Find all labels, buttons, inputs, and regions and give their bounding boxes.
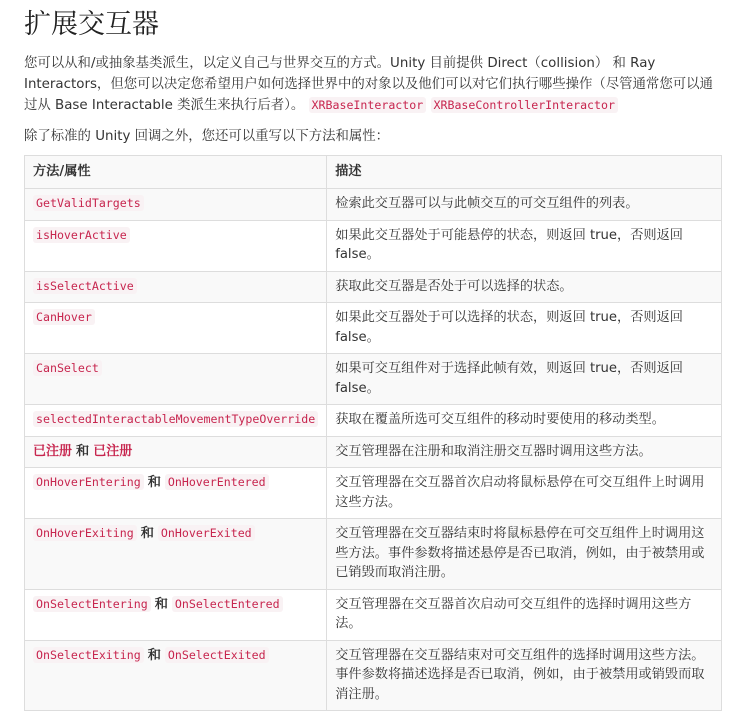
description-cell: 如果此交互器处于可能悬停的状态，则返回 true，否则返回 false。 xyxy=(327,220,722,271)
and-word: 和 xyxy=(147,475,161,490)
table-row xyxy=(25,436,722,468)
method-name: OnSelectExiting xyxy=(33,647,144,663)
and-word: 和 xyxy=(140,526,154,541)
method-cell xyxy=(25,405,327,437)
method-cell xyxy=(25,220,327,271)
table-header-row xyxy=(25,155,722,189)
description-cell: 交互管理器在注册和取消注册交互器时调用这些方法。 xyxy=(327,436,722,468)
method-name-2: OnHoverEntered xyxy=(165,474,269,490)
method-cell xyxy=(25,354,327,405)
method-cell xyxy=(25,519,327,590)
table-row xyxy=(25,468,722,519)
method-cell xyxy=(25,640,327,711)
table-row xyxy=(25,519,722,590)
description-cell: 如果此交互器处于可以选择的状态，则返回 true，否则返回 false。 xyxy=(327,303,722,354)
and-word: 和 xyxy=(154,596,168,612)
description-cell: 交互管理器在交互器结束对可交互组件的选择时调用这些方法。事件参数将描述选择是否已取消，例如，由于被禁用或销毁而取消注册。 xyxy=(327,640,722,711)
method-name: OnHoverEntering xyxy=(33,474,144,490)
and-word: 和 xyxy=(147,647,161,663)
method-cell xyxy=(25,436,327,468)
method-name: CanSelect xyxy=(33,360,102,376)
table-row xyxy=(25,405,722,437)
method-name-2: OnSelectEntered xyxy=(172,596,283,612)
description-cell: 获取在覆盖所选可交互组件的移动时要使用的移动类型。 xyxy=(327,405,722,437)
table-row xyxy=(25,189,722,221)
method-name: isSelectActive xyxy=(33,278,137,294)
table-row xyxy=(25,220,722,271)
method-name: isHoverActive xyxy=(33,227,130,243)
intro-paragraph xyxy=(24,54,721,117)
method-name: CanHover xyxy=(33,309,95,325)
description-cell: 交互管理器在交互器结束时将鼠标悬停在可交互组件上时调用这些方法。事件参数将描述悬停是否已取消，例如，由于被禁用或已销毁而取消注册。 xyxy=(327,519,722,590)
method-name: selectedInteractableMovementTypeOverride xyxy=(33,411,318,427)
method-name: OnHoverExiting xyxy=(33,525,137,541)
table-row xyxy=(25,303,722,354)
description-cell: 获取此交互器是否处于可以选择的状态。 xyxy=(327,271,722,303)
table-row xyxy=(25,589,722,640)
method-name-2: OnSelectExited xyxy=(165,647,269,663)
method-cell xyxy=(25,468,327,519)
method-cell xyxy=(25,303,327,354)
description-cell: 如果可交互组件对于选择此帧有效，则返回 true，否则返回 false。 xyxy=(327,354,722,405)
table-row xyxy=(25,271,722,303)
method-cell xyxy=(25,189,327,221)
and-word: 和 xyxy=(76,443,90,459)
method-name-2: 已注册 xyxy=(93,443,133,459)
description-cell: 交互管理器在交互器首次启动可交互组件的选择时调用这些方法。 xyxy=(327,589,722,640)
method-name: OnSelectEntering xyxy=(33,596,151,612)
methods-table xyxy=(24,155,722,712)
method-name-2: OnHoverExited xyxy=(158,525,255,541)
intro-text: 您可以从和/或抽象基类派生，以定义自己与世界交互的方式。Unity 目前提供 Direct（collision） 和 Ray Interactors，但您可以决定您希望用户如何选择世界中的对象以及他们可以对它们执行哪些操作（尽管通常您可以通过从 Base Interactable 类派生来执行后者）。 xyxy=(24,56,713,113)
header-method: 方法/属性 xyxy=(25,155,327,189)
code-xrbasecontrollerinteractor: XRBaseControllerInteractor xyxy=(431,97,618,113)
method-name: GetValidTargets xyxy=(33,195,144,211)
method-cell xyxy=(25,589,327,640)
method-cell xyxy=(25,271,327,303)
header-description: 描述 xyxy=(327,155,722,189)
page-title: 扩展交互器 xyxy=(24,9,159,40)
code-xrbaseinteractor: XRBaseInteractor xyxy=(309,97,427,113)
description-cell: 检索此交互器可以与此帧交互的可交互组件的列表。 xyxy=(327,189,722,221)
intro-paragraph-2: 除了标准的 Unity 回调之外，您还可以重写以下方法和属性： xyxy=(24,128,390,144)
table-row xyxy=(25,640,722,711)
table-row xyxy=(25,354,722,405)
description-cell: 交互管理器在交互器首次启动将鼠标悬停在可交互组件上时调用这些方法。 xyxy=(327,468,722,519)
method-name: 已注册 xyxy=(33,443,73,459)
